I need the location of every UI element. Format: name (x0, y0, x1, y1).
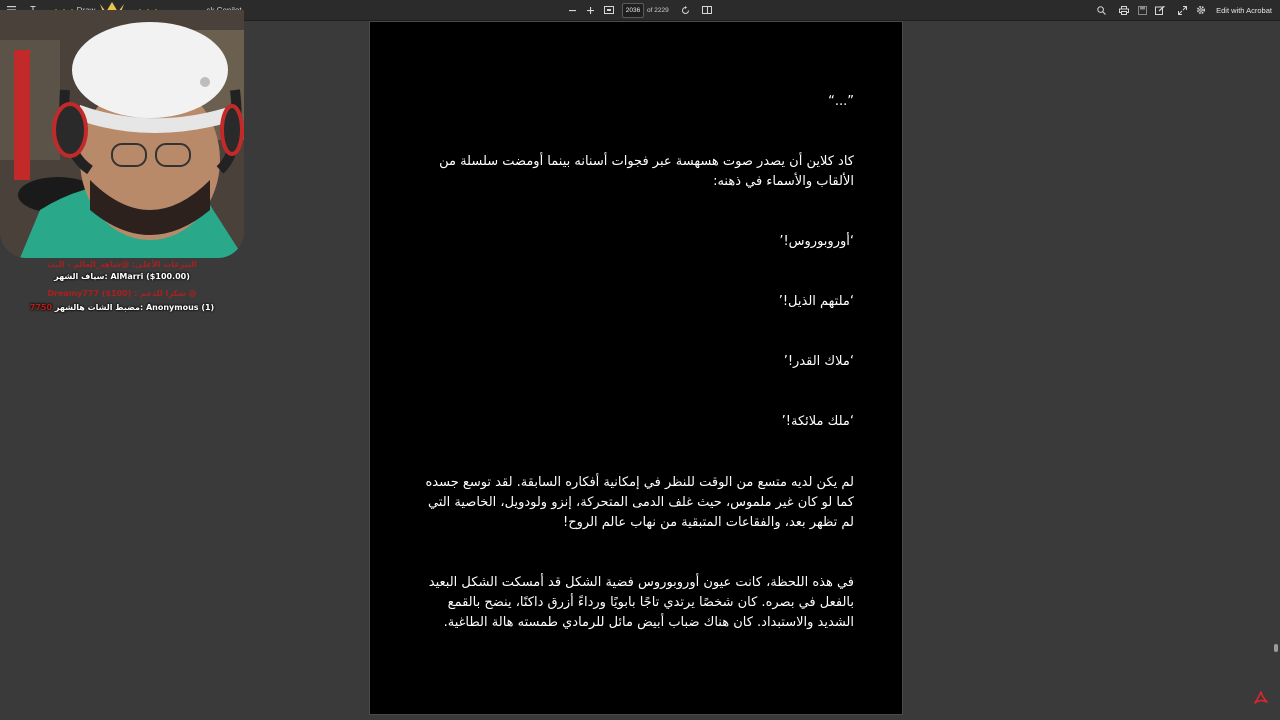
edit-with-acrobat-button[interactable]: Edit with Acrobat (1216, 5, 1272, 15)
zoom-in-icon[interactable] (584, 0, 596, 20)
monthly-moderator-label (0, 303, 244, 312)
pdf-page (370, 22, 902, 714)
paragraph: ‘ملك ملائكة!’ (781, 414, 854, 429)
fullscreen-icon[interactable] (1175, 0, 1189, 20)
paragraph: ‘ملاك القدر!’ (783, 354, 854, 369)
paragraph: لم يكن لديه متسع من الوقت للنظر في إمكانية أفكاره السابقة. لقد توسع جسده كما لو كان غير ملموس، حيث غلف الدمى المتحركة، إنزو ولودويل، الخاصية التي لم تظهر بعد، والفقاعات المتبقية من نهاب عالم الروح! (425, 475, 854, 530)
ticker-top-red: التبرعات الأعلى: @شاهد_العالم - البث (46, 260, 197, 269)
page-total-label: of 2229 (647, 6, 669, 14)
zoom-out-icon[interactable] (566, 0, 578, 20)
paragraph: في هذه اللحظة، كانت عيون أوروبوروس فضية الشكل قد أمسكت الشكل البعيد بالفعل في بصره. كان شخصًا يرتدي تاجًا بابويًا ورداءً أزرق داكنًا، ينضح بالقمع الشديد والاستبداد. كان هناك ضباب أبيض مائل للرمادي طمسته هالة الطاغية. (428, 575, 854, 630)
search-icon[interactable] (1094, 0, 1108, 20)
paragraph: ‘ملتهم الذيل!’ (778, 294, 854, 309)
rotate-icon[interactable] (678, 0, 692, 20)
annotate-icon[interactable] (1153, 0, 1167, 20)
paragraph: كاد كلاين أن يصدر صوت هسهسة عبر فجوات أسنانه بينما أومضت سلسلة من الألقاب والأسماء في ذهنه: (439, 154, 854, 189)
gear-icon[interactable] (1194, 0, 1208, 20)
acrobat-icon[interactable] (1254, 690, 1268, 704)
paragraph: ”...“ (828, 94, 854, 109)
print-icon[interactable] (1117, 0, 1131, 20)
webcam-feed (0, 10, 244, 258)
moderator-prefix: 7750 (29, 303, 53, 312)
monthly-supporter-label: سياف الشهر: AlMarri ($100.00) (54, 272, 190, 281)
ticker-mid-red: Dreamy777 ($100) : شكرا للدعم @ (47, 289, 197, 298)
save-icon[interactable] (1135, 0, 1149, 20)
page-view-icon[interactable] (700, 0, 714, 20)
page-number-input[interactable]: 2036 (622, 3, 644, 18)
moderator-text: مضبط الشات هالشهر: Anonymous (1) (54, 303, 215, 312)
paragraph: ‘أوروبوروس!’ (779, 234, 854, 249)
scrollbar-thumb[interactable] (1274, 644, 1278, 652)
fit-page-icon[interactable] (602, 0, 616, 20)
